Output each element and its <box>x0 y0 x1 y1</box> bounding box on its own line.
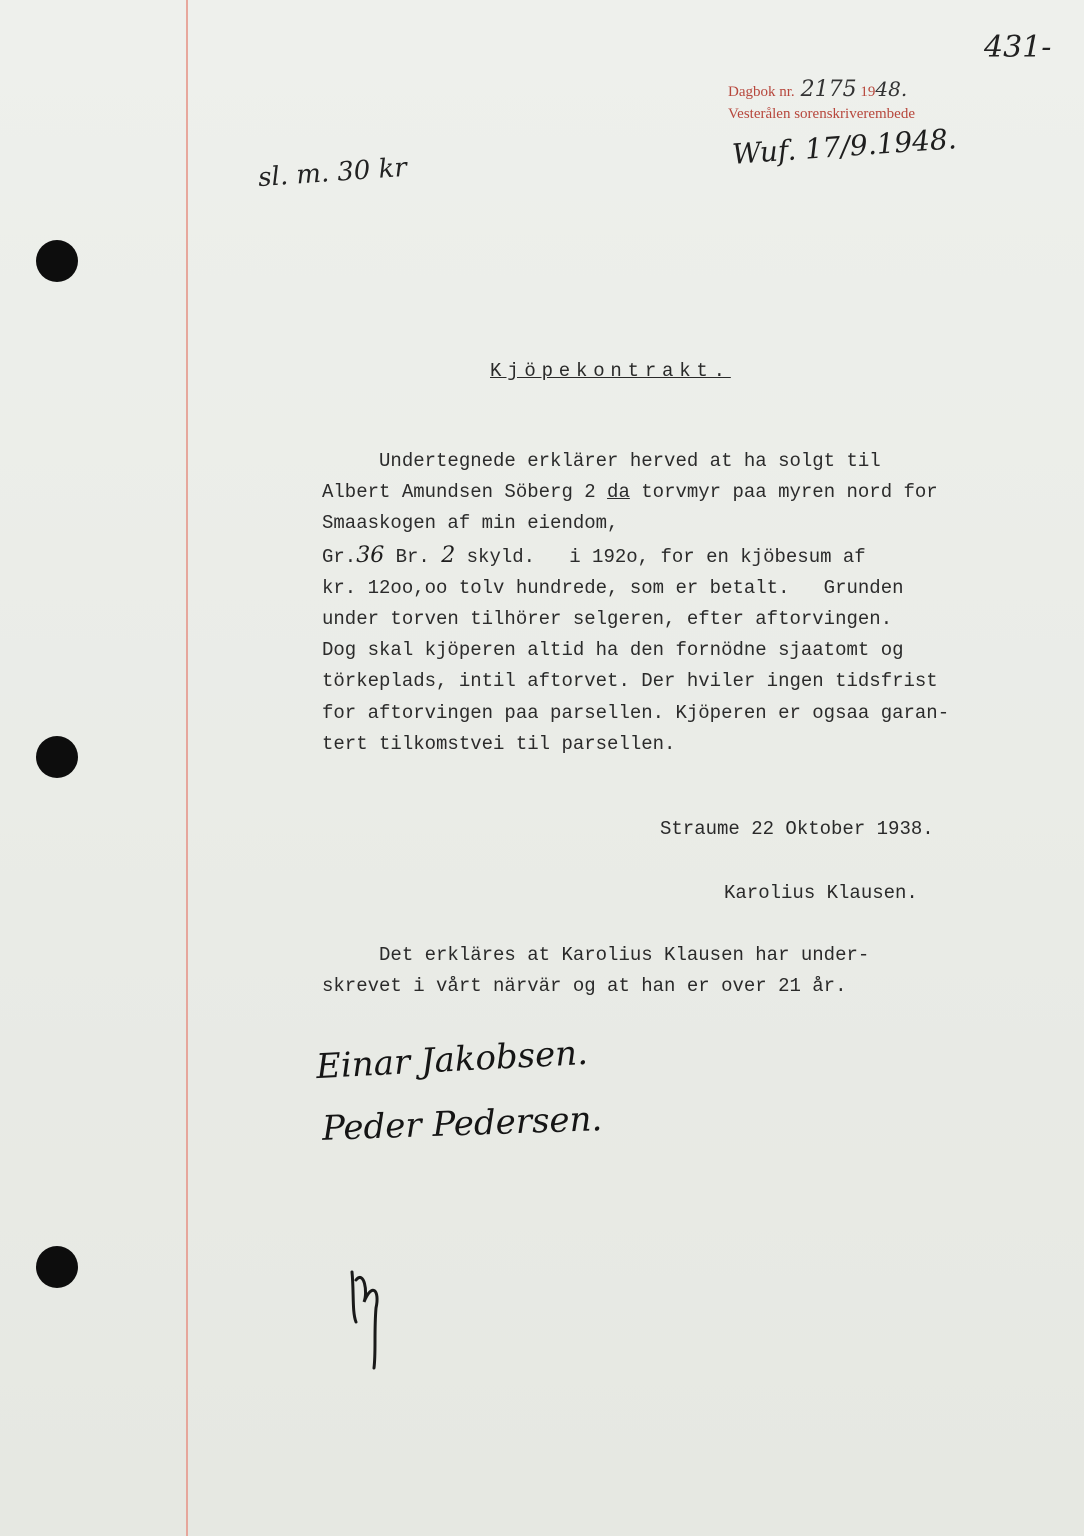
punch-hole-top <box>36 240 78 282</box>
document-title: Kjöpekontrakt. <box>490 360 731 382</box>
body-line <box>322 477 1052 508</box>
fee-note: sl. m. 30 kr <box>257 152 408 194</box>
witness-signature-1: Einar Jakobsen. <box>315 1032 589 1088</box>
seller-name: Karolius Klausen. <box>724 882 918 904</box>
registry-stamp <box>728 78 998 125</box>
witness-line: Det erkläres at Karolius Klausen har under- <box>322 944 870 966</box>
stamp-office: Vesterålen sorenskriverembede <box>728 106 916 122</box>
body-line: Smaaskogen af min eiendom, <box>322 512 619 535</box>
handwritten-gnr: 36 <box>356 542 385 568</box>
place-date: Straume 22 Oktober 1938. <box>660 818 934 840</box>
punch-hole-bottom <box>36 1246 78 1288</box>
page-number: 431- <box>984 30 1052 65</box>
registry-note: Wuf. 17/9.1948. <box>731 122 958 171</box>
body-line: Undertegnede erklärer herved at ha solgt til <box>322 450 881 472</box>
witness-signature-2: Peder Pedersen. <box>321 1099 603 1149</box>
body-line: under torven tilhörer selgeren, efter aftorvingen. <box>322 608 893 631</box>
body-text-segment: skyld. i 192o, for en kjöbesum af <box>455 545 866 568</box>
witness-statement <box>322 940 1052 1002</box>
stamp-year-handwritten: 48. <box>875 77 908 101</box>
body-line: tert tilkomstvei til parsellen. <box>322 732 676 755</box>
body-line: Dog skal kjöperen altid ha den fornödne sjaatomt og <box>322 639 904 662</box>
body-line: kr. 12oo,oo tolv hundrede, som er betalt. Grunden <box>322 576 904 599</box>
stamp-number: 2175 <box>800 77 857 102</box>
handwritten-bnr: 2 <box>441 542 456 568</box>
body-line: for aftorvingen paa parsellen. Kjöperen er ogsaa garan- <box>322 701 950 724</box>
body-line <box>322 540 1052 573</box>
body-text-segment: Br. <box>384 545 442 568</box>
margin-line <box>186 0 188 1536</box>
punch-hole-middle <box>36 736 78 778</box>
body-text-segment: torvmyr paa myren nord for <box>629 481 938 504</box>
body-line: törkeplads, intil aftorvet. Der hviler ingen tidsfrist <box>322 670 938 693</box>
initials-mark <box>346 1262 386 1372</box>
body-text-segment: Albert Amundsen Söberg 2 <box>322 481 608 504</box>
witness-line: skrevet i vårt närvär og at han er over 21 år. <box>322 975 847 998</box>
body-text-underlined: da <box>607 481 630 504</box>
body-text-segment: Gr. <box>322 545 357 568</box>
stamp-prefix: Dagbok nr. <box>728 84 795 100</box>
contract-body <box>322 446 1052 760</box>
stamp-year-printed: 19 <box>860 84 876 100</box>
